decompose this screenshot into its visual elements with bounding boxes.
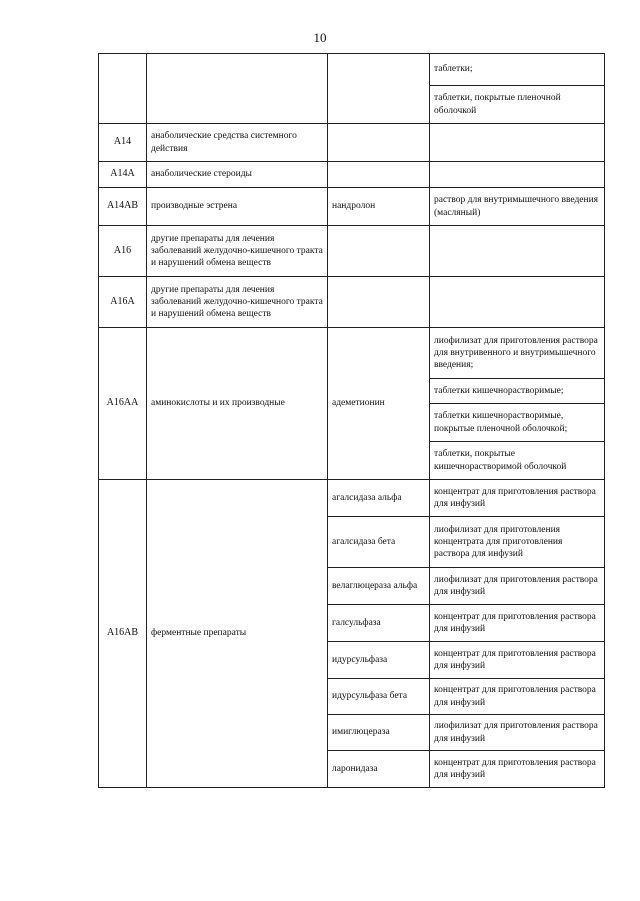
group-cell: ферментные препараты bbox=[147, 480, 328, 788]
code-cell: A14AB bbox=[99, 188, 147, 226]
table-row bbox=[99, 124, 605, 162]
substance-cell: нандролон bbox=[328, 188, 430, 226]
substance-cell: галсульфаза bbox=[328, 605, 430, 642]
table-row bbox=[99, 188, 605, 226]
form-cell bbox=[430, 226, 605, 277]
group-cell: другие препараты для лечения заболеваний желудочно-кишечного тракта и нарушений обмена веществ bbox=[147, 277, 328, 328]
group-cell: анаболические средства системного действия bbox=[147, 124, 328, 162]
code-cell: A14A bbox=[99, 162, 147, 188]
code-cell: A14 bbox=[99, 124, 147, 162]
code-cell bbox=[99, 54, 147, 124]
form-cell: таблетки, покрытые кишечнорастворимой оболочкой bbox=[430, 442, 605, 480]
table-row bbox=[99, 328, 605, 379]
group-cell: аминокислоты и их производные bbox=[147, 328, 328, 480]
code-cell: A16AA bbox=[99, 328, 147, 480]
table-row bbox=[99, 480, 605, 517]
group-cell: анаболические стероиды bbox=[147, 162, 328, 188]
substance-cell: агалсидаза бета bbox=[328, 517, 430, 568]
form-cell bbox=[430, 277, 605, 328]
substance-cell: велаглюцераза альфа bbox=[328, 568, 430, 605]
form-cell: концентрат для приготовления раствора для инфузий bbox=[430, 679, 605, 715]
group-cell: производные эстрена bbox=[147, 188, 328, 226]
table-row bbox=[99, 226, 605, 277]
substance-cell bbox=[328, 277, 430, 328]
substance-cell: ларонидаза bbox=[328, 751, 430, 788]
code-cell: A16A bbox=[99, 277, 147, 328]
form-cell: таблетки кишечнорастворимые, покрытые пленочной оболочкой; bbox=[430, 404, 605, 442]
substance-cell: имиглюцераза bbox=[328, 715, 430, 751]
table-row bbox=[99, 54, 605, 86]
substance-cell bbox=[328, 226, 430, 277]
substance-cell: адеметионин bbox=[328, 328, 430, 480]
substance-cell bbox=[328, 124, 430, 162]
table-row bbox=[99, 277, 605, 328]
form-cell: концентрат для приготовления раствора для инфузий bbox=[430, 605, 605, 642]
form-cell: лиофилизат для приготовления раствора для внутривенного и внутримышечного введения; bbox=[430, 328, 605, 379]
group-cell bbox=[147, 54, 328, 124]
code-cell: A16AB bbox=[99, 480, 147, 788]
code-cell: A16 bbox=[99, 226, 147, 277]
group-cell: другие препараты для лечения заболеваний желудочно-кишечного тракта и нарушений обмена веществ bbox=[147, 226, 328, 277]
form-cell: концентрат для приготовления раствора для инфузий bbox=[430, 751, 605, 788]
substance-cell: агалсидаза альфа bbox=[328, 480, 430, 517]
page-number: 10 bbox=[313, 30, 327, 45]
form-cell: концентрат для приготовления раствора для инфузий bbox=[430, 642, 605, 679]
form-cell: концентрат для приготовления раствора для инфузий bbox=[430, 480, 605, 517]
form-cell bbox=[430, 124, 605, 162]
substance-cell: идурсульфаза bbox=[328, 642, 430, 679]
substance-cell: идурсульфаза бета bbox=[328, 679, 430, 715]
substance-cell bbox=[328, 54, 430, 124]
form-cell: лиофилизат для приготовления концентрата для приготовления раствора для инфузий bbox=[430, 517, 605, 568]
form-cell: таблетки кишечнорастворимые; bbox=[430, 379, 605, 404]
table-row bbox=[99, 162, 605, 188]
form-cell: раствор для внутримышечного введения (масляный) bbox=[430, 188, 605, 226]
form-cell: таблетки; bbox=[430, 54, 605, 86]
drug-table bbox=[98, 53, 605, 788]
form-cell bbox=[430, 162, 605, 188]
form-cell: лиофилизат для приготовления раствора для инфузий bbox=[430, 568, 605, 605]
form-cell: лиофилизат для приготовления раствора для инфузий bbox=[430, 715, 605, 751]
form-cell: таблетки, покрытые пленочной оболочкой bbox=[430, 86, 605, 124]
substance-cell bbox=[328, 162, 430, 188]
